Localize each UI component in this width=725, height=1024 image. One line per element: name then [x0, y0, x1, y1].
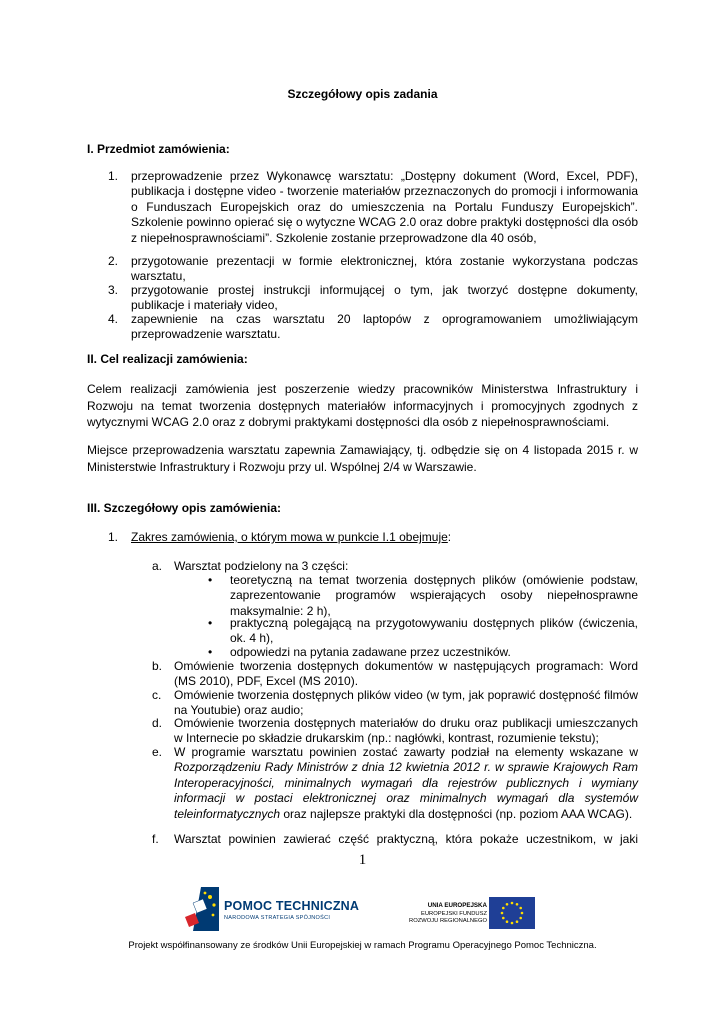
list-number: 1.: [108, 169, 119, 183]
bullet-item: praktyczną polegającą na przygotowywaniu dostępnych plików (ćwiczenia, ok. 4 h),: [230, 616, 638, 646]
eu-logo-line2: EUROPEJSKI FUNDUSZ: [420, 910, 487, 917]
document-title: Szczegółowy opis zadania: [287, 87, 438, 101]
page-number: 1: [358, 852, 367, 868]
eu-logo-line1: UNIA EUROPEJSKA: [427, 902, 487, 909]
list-number: 2.: [108, 254, 119, 268]
list-number: 3.: [108, 283, 119, 297]
sub-letter: c.: [152, 688, 162, 702]
list-item: przeprowadzenie przez Wykonawcę warsztatu: „Dostępny dokument (Word, Excel, PDF), publikacja i dostępne video - tworzenie materiałów przeznaczonych do promocji i informowania o Funduszach Europejskich oraz do umieszczenia na Portalu Funduszy Europejskich”. Szkolenie powinno opierać się o wytyczne WCAG 2.0 oraz dobre praktyki dostępności dla osób z niepełnosprawnościami”. Szkolenie zostanie przeprowadzone dla 40 osób,: [131, 169, 638, 245]
bullet-icon: •: [208, 616, 213, 630]
section-1-heading: I. Przedmiot zamówienia:: [87, 142, 230, 156]
eu-flag-icon: [489, 897, 535, 929]
sub-item: Warsztat podzielony na 3 części:: [174, 559, 349, 573]
paragraph: Celem realizacji zamówienia jest poszerzenie wiedzy pracowników Ministerstwa Infrastruktury i Rozwoju na temat tworzenia dostępnych materiałów informacyjnych i promocyjnych zgodnych z wytycznymi WCAG 2.0 oraz z dobrymi praktykami dostępności dla osób z niepełnosprawnościami.: [87, 382, 638, 429]
eu-logo: [405, 897, 535, 933]
list-number: 1.: [108, 530, 119, 544]
sub-item: [174, 745, 638, 822]
footer-note: Projekt współfinansowany ze środków Unii Europejskiej w ramach Programu Operacyjnego Pomoc Techniczna.: [128, 940, 597, 951]
regulation-title: Rozporządzeniu Rady Ministrów z dnia 12 kwietnia 2012 r. w sprawie Krajowych Ram Interoperacyjności, minimalnych wymagań dla rejestrów publicznych i wymiany informacji w postaci elektronicznej oraz minimalnych wymagań dla systemów teleinformatycznych: [174, 760, 638, 821]
sub-item: Omówienie tworzenia dostępnych materiałów do druku oraz publikacji umieszczanych w Internecie po składzie drukarskim (np.: nagłówki, kontrast, rozumienie tekstu);: [174, 716, 638, 746]
pomoc-techniczna-logo: [183, 885, 360, 933]
pomoc-techniczna-title: POMOC TECHNICZNA: [224, 899, 360, 913]
sub-item: Omówienie tworzenia dostępnych dokumentów w następujących programach: Word (MS 2010), PDF, Excel (MS 2010).: [174, 659, 638, 689]
list-item: przygotowanie prezentacji w formie elektronicznej, która zostanie wykorzystana podczas warsztatu,: [131, 254, 638, 284]
sub-letter: e.: [152, 745, 163, 759]
bullet-icon: •: [208, 573, 213, 587]
sub-letter: b.: [152, 659, 163, 673]
scope-colon: :: [447, 530, 452, 544]
bullet-item: teoretyczną na temat tworzenia dostępnych plików (omówienie podstaw, zaprezentowanie programów wspierających osoby niepełnosprawne maksymalnie: 2 h),: [230, 573, 638, 618]
sub-letter: a.: [152, 559, 163, 573]
sub-item: Warsztat powinien zawierać część praktyczną, która pokaże uczestnikom, w jaki: [174, 832, 638, 846]
sub-e-text: W programie warsztatu powinien zostać zawarty podział na elementy wskazane w: [174, 745, 638, 759]
sub-item: Omówienie tworzenia dostępnych plików video (w tym, jak poprawić dostępność filmów na Youtubie) oraz audio;: [174, 688, 638, 718]
pomoc-techniczna-subtitle: NARODOWA STRATEGIA SPÓJNOŚCI: [224, 915, 331, 921]
section-3-heading: III. Szczegółowy opis zamówienia:: [87, 501, 282, 515]
paragraph: Miejsce przeprowadzenia warsztatu zapewnia Zamawiający, tj. odbędzie się on 4 listopada 2015 r. w Ministerstwie Infrastruktury i Rozwoju przy ul. Wspólnej 2/4 w Warszawie.: [87, 443, 638, 474]
sub-letter: f.: [152, 832, 159, 846]
sub-letter: d.: [152, 716, 163, 730]
bullet-item: odpowiedzi na pytania zadawane przez uczestników.: [230, 645, 511, 659]
list-item: przygotowanie prostej instrukcji informującej o tym, jak tworzyć dostępne dokumenty, publikacje i materiały video,: [131, 283, 638, 313]
scope-underlined: Zakres zamówienia, o którym mowa w punkcie I.1 obejmuje: [131, 530, 448, 544]
list-number: 4.: [108, 312, 119, 326]
pomoc-techniczna-emblem-icon: [183, 887, 219, 931]
sub-e-text-end: oraz najlepsze praktyki dla dostępności (np. poziom AAA WCAG).: [280, 806, 633, 821]
section-2-heading: II. Cel realizacji zamówienia:: [87, 352, 248, 366]
eu-logo-line3: ROZWOJU REGIONALNEGO: [409, 918, 487, 924]
bullet-icon: •: [208, 645, 213, 659]
list-item: [131, 530, 451, 545]
list-item: zapewnienie na czas warsztatu 20 laptopów z oprogramowaniem umożliwiającym przeprowadzenie warsztatu.: [131, 312, 638, 342]
